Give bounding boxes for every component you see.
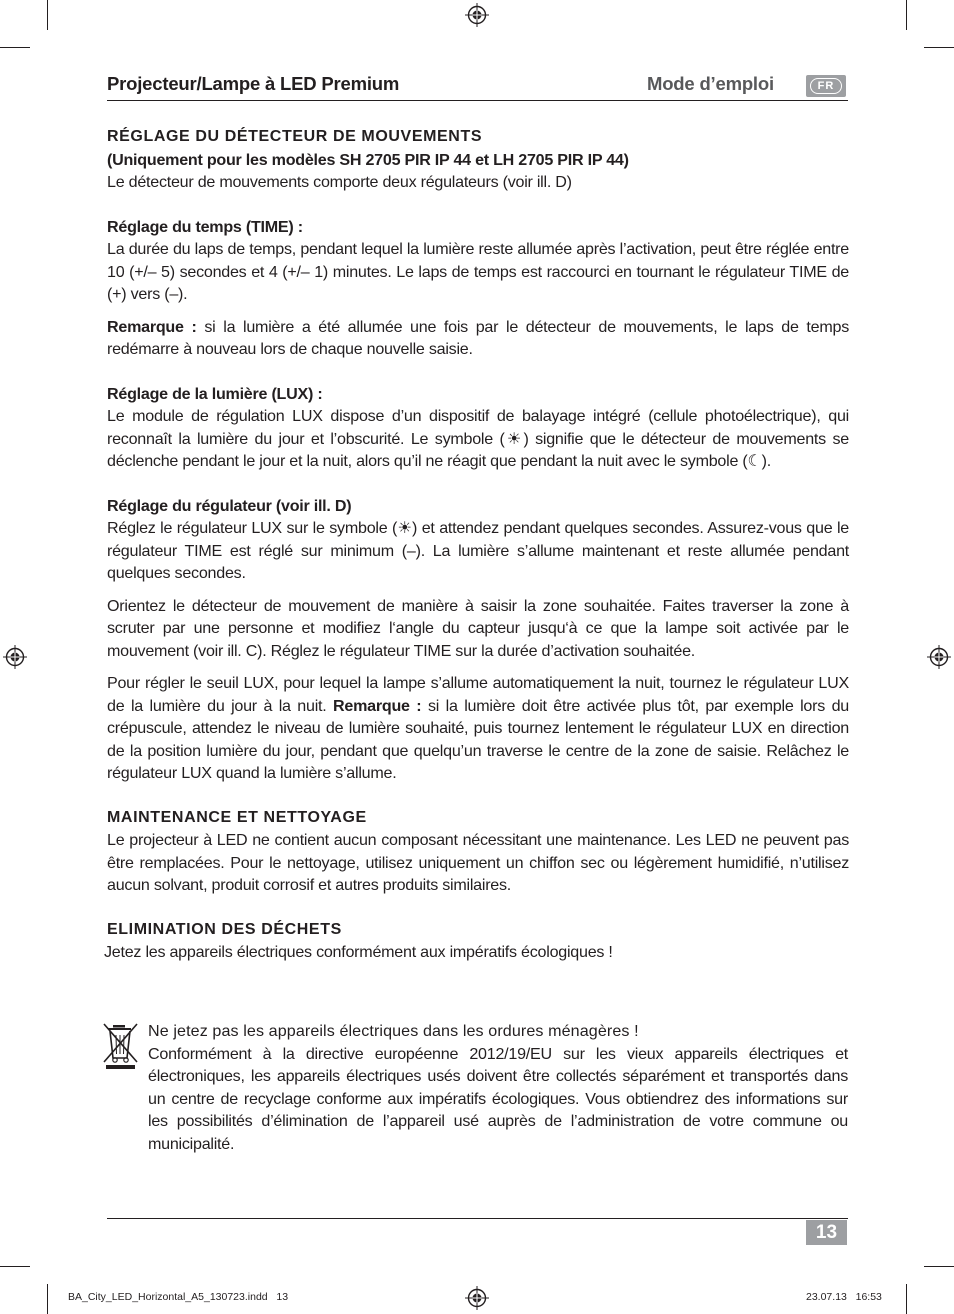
paragraph-regulator-3 xyxy=(107,672,849,785)
crop-mark xyxy=(0,1266,30,1267)
document-mode-label: Mode d’emploi xyxy=(647,73,774,94)
file-slug: BA_City_LED_Horizontal_A5_130723.indd 13 xyxy=(68,1291,289,1303)
paragraph-regulator-2: Orientez le détecteur de mouvement de manière à saisir la zone souhaitée. Faites traverser la zone à scruter par une personne et modifiez l‘angle du capteur jusqu‘à ce que la lampe soit activée par le mouvement (voir ill. C). Réglez le régulateur TIME sur la durée d’activation souhaitée. xyxy=(107,596,849,660)
paragraph-time: La durée du laps de temps, pendant lequel la lumière reste allumée après l’activation, peut être réglée entre 10 (+/– 5) secondes et 4 (+/– 1) minutes. Le laps de temps est raccourci en tournant le régulateur TIME de (+) vers (–). xyxy=(107,240,849,303)
registration-mark-icon xyxy=(465,1286,489,1310)
paragraph-disposal: Jetez les appareils électriques conformément aux impératifs écologiques ! xyxy=(104,943,613,961)
crop-mark xyxy=(906,0,907,30)
document-title: Projecteur/Lampe à LED Premium xyxy=(107,73,400,94)
crop-mark xyxy=(47,0,48,30)
registration-mark-icon xyxy=(3,645,27,669)
paragraph-time-note xyxy=(107,316,849,361)
paragraph-maintenance: Le projecteur à LED ne contient aucun composant nécessitant une maintenance. Les LED ne peuvent pas être remplacées. Pour le nettoyage, utilisez uniquement un chiffon sec ou légèrement humidifié, n’utilisez aucun solvant, produit corrosif et autres produits similaires. xyxy=(107,831,849,894)
crop-mark xyxy=(906,1284,907,1314)
crop-mark xyxy=(0,47,30,48)
subheading-regulator: Réglage du régulateur (voir ill. D) xyxy=(107,496,352,515)
subheading-lux: Réglage de la lumière (LUX) : xyxy=(107,384,323,403)
date-slug: 23.07.13 16:53 xyxy=(806,1291,882,1303)
subheading-time: Réglage du temps (TIME) : xyxy=(107,217,303,236)
section-subheading-models: (Uniquement pour les modèles SH 2705 PIR IP 44 et LH 2705 PIR IP 44) xyxy=(107,150,629,169)
section-heading-motion: RÉGLAGE DU DÉTECTEUR DE MOUVEMENTS xyxy=(107,128,483,145)
crop-mark xyxy=(47,1284,48,1314)
weee-paragraph: Conformément à la directive européenne 2012/19/EU sur les vieux appareils électriques et électroniques, les appareils électriques usés doivent être collectés séparément et transportés dans un centre de recyclage conforme aux impératifs écologiques. Vous obtiendrez des informations sur les possibilités d’élimination de l’appareil usé auprès de l’administration de votre commune ou municipalité. xyxy=(148,1044,848,1153)
regulator-text-b: si la lumière doit être activée plus tôt, par exemple lors du crépuscule, attendez le niveau de lumière souhaité, puis tournez lentement le régulateur LUX en direction de la position lumière du jour, pendant que quelqu’un traverse le centre de la zone de saisie. Relâchez le régulateur LUX quand la lumière s’allume. xyxy=(107,696,849,782)
weee-notice xyxy=(148,1020,848,1155)
regulator-text-a: Pour régler le seuil LUX, pour lequel la lampe s’allume automatiquement la nuit, tournez le régulateur LUX de la lumière du jour à la nuit. xyxy=(107,674,849,715)
language-badge-label: FR xyxy=(810,78,842,94)
registration-mark-icon xyxy=(927,645,951,669)
page-number: 13 xyxy=(806,1220,847,1245)
section-heading-maintenance: MAINTENANCE ET NETTOYAGE xyxy=(107,808,367,826)
paragraph-lux: Le module de régulation LUX dispose d’un dispositif de balayage intégré (cellule photoélectrique), qui reconnaît la lumière du jour et l’obscurité. Le symbole (☀) signifie que le détecteur de mouvements se déclenche pendant le jour et la nuit, alors qu’il ne réagit que pendant la nuit avec le symbole (☾). xyxy=(107,407,849,470)
note-text: si la lumière a été allumée une fois par le détecteur de mouvements, le laps de temps redémarre à nouveau lors de chaque nouvelle saisie. xyxy=(107,317,849,358)
footer-divider xyxy=(107,1218,848,1219)
note-label: Remarque : xyxy=(107,317,197,336)
crop-mark xyxy=(924,47,954,48)
note-label: Remarque : xyxy=(333,696,422,715)
main-content xyxy=(104,126,849,964)
registration-mark-icon xyxy=(465,3,489,27)
crop-mark xyxy=(924,1266,954,1267)
section-heading-disposal: ELIMINATION DES DÉCHETS xyxy=(107,920,342,938)
weee-heading: Ne jetez pas les appareils électriques dans les ordures ménagères ! xyxy=(148,1022,639,1040)
language-badge xyxy=(806,75,846,97)
header-divider xyxy=(107,100,848,101)
crossed-out-wheelie-bin-icon xyxy=(102,1022,140,1070)
paragraph-regulator-1: Réglez le régulateur LUX sur le symbole (☀) et attendez pendant quelques secondes. Assurez-vous que le régulateur TIME est réglé sur minimum (–). La lumière s’allume maintenant et reste allumée pendant quelques secondes. xyxy=(107,519,849,582)
paragraph-motion-intro: Le détecteur de mouvements comporte deux régulateurs (voir ill. D) xyxy=(107,173,572,191)
